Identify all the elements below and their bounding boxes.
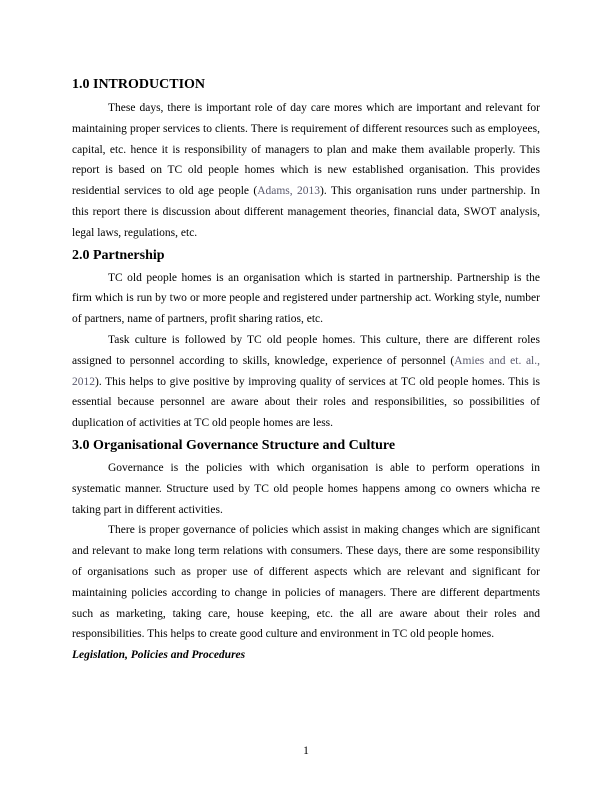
paragraph-text: ). This organisation runs under partnership. In this report there is discussion about different management theories, financial data, SWOT analysis, legal laws, regulations, etc. bbox=[72, 185, 540, 239]
section-heading-governance: 3.0 Organisational Governance Structure and Culture bbox=[72, 437, 396, 453]
section-heading-partnership: 2.0 Partnership bbox=[72, 247, 165, 263]
paragraph-introduction bbox=[72, 98, 540, 244]
document-page bbox=[72, 76, 540, 666]
paragraph-partnership-2 bbox=[72, 330, 540, 434]
paragraph-governance-1: Governance is the policies with which organisation is able to perform operations in systematic manner. Structure used by TC old people homes happens among co owners whicha re taking part in different activities. bbox=[72, 461, 540, 516]
section-heading-introduction: 1.0 INTRODUCTION bbox=[72, 77, 206, 92]
paragraph-text: Task culture is followed by TC old people homes. This culture, there are different roles assigned to personnel according to skills, knowledge, experience of personnel ( bbox=[72, 333, 540, 367]
paragraph-text: These days, there is important role of day care mores which are important and relevant for maintaining proper services to clients. There is requirement of different resources such as employees, capital, etc. hence it is responsibility of managers to plan and make them available properly. This report is based on TC old people homes which is new established organisation. This provides residential services to old age people ( bbox=[72, 102, 540, 198]
subheading-legislation: Legislation, Policies and Procedures bbox=[72, 649, 246, 662]
paragraph-partnership-1: TC old people homes is an organisation which is started in partnership. Partnership is the firm which is run by two or more people and registered under partnership act. Working style, number of partners, name of partners, profit sharing ratios, etc. bbox=[72, 271, 540, 326]
paragraph-governance-2: There is proper governance of policies which assist in making changes which are significant and relevant to make long term relations with consumers. These days, there are some responsibility of organisations such as proper use of different aspects which are relevant and significant for maintaining policies according to change in policies of managers. There are different departments such as marketing, taking care, house keeping, etc. the all are aware about their roles and responsibilities. This helps to create good culture and environment in TC old people homes. bbox=[72, 524, 540, 641]
paragraph-text: ). This helps to give positive by improving quality of services at TC old people homes. This is essential because personnel are aware about their roles and responsibilities, so possibilities of duplication of activities at TC old people homes are less. bbox=[72, 375, 540, 430]
page-number: 1 bbox=[303, 745, 309, 757]
citation-amies: Amies and et. al., 2012 bbox=[72, 354, 540, 388]
citation-adams: Adams, 2013 bbox=[257, 185, 321, 198]
